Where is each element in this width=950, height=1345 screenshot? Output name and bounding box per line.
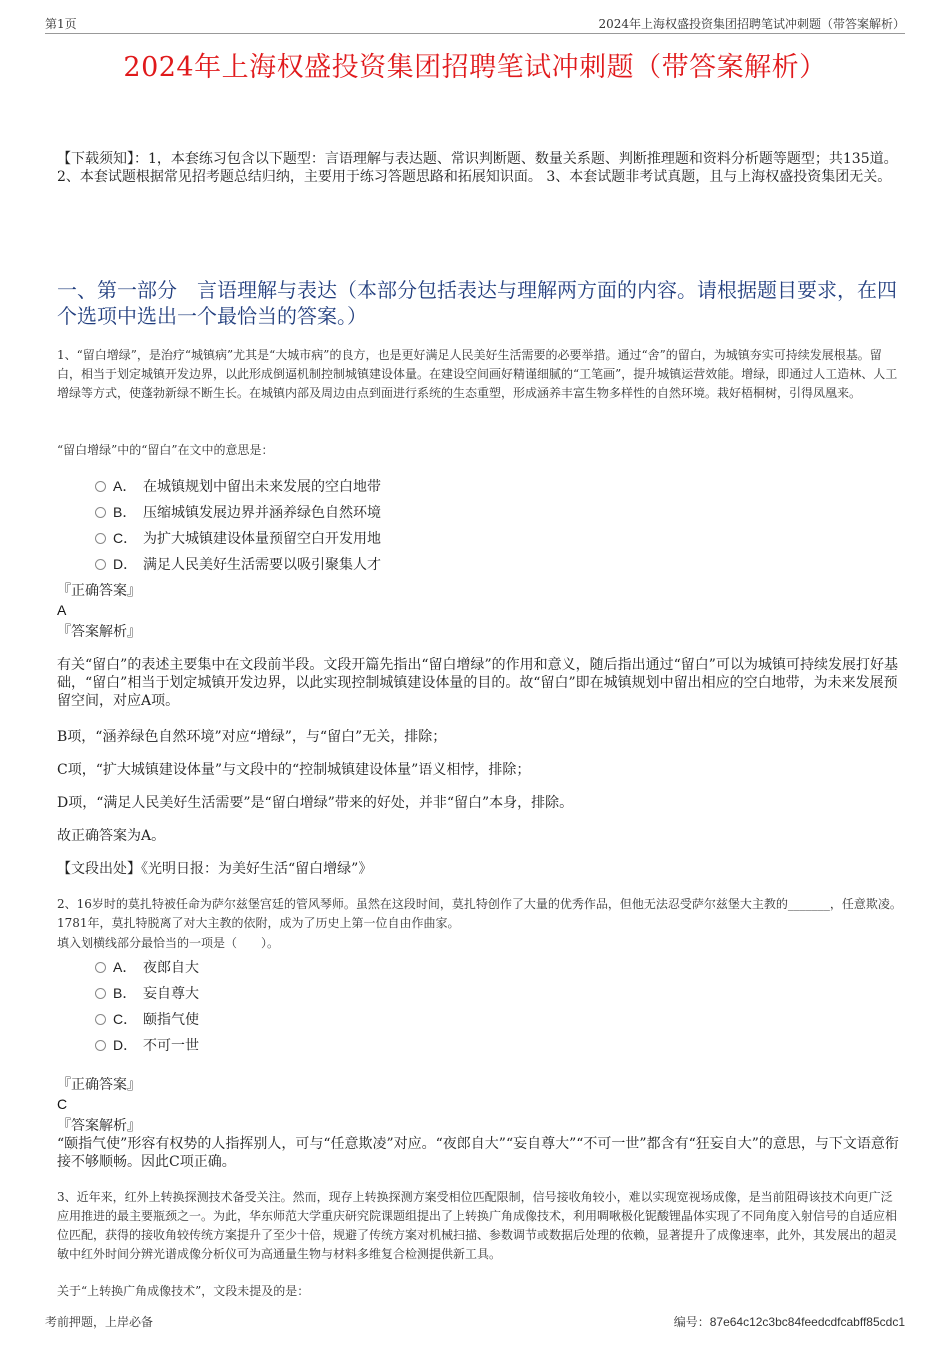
q2-option-c[interactable]: C． 颐指气使 xyxy=(95,1009,199,1029)
q1-option-b[interactable]: B． 压缩城镇发展边界并涵养绿色自然环境 xyxy=(95,502,381,522)
radio-icon[interactable] xyxy=(95,507,106,518)
page-number: 第1页 xyxy=(45,17,77,31)
q1-question: “留白增绿”中的“留白”在文中的意思是： xyxy=(57,443,274,457)
q1-answer: A xyxy=(57,602,67,618)
q2-answer: C xyxy=(57,1096,68,1112)
q1-analysis-conclusion: 故正确答案为A。 xyxy=(57,828,166,844)
q1-analysis-b: B项，“涵养绿色自然环境”对应“增绿”，与“留白”无关，排除； xyxy=(57,729,447,745)
q1-passage: 1、“留白增绿”，是治疗“城镇病”尤其是“大城市病”的良方，也是更好满足人民美好生活需要的必要举措。通过“舍”的留白，为城镇夯实可持续发展根基。留白，相当于划定城镇开发边界，以此形成倒逼机制控制城镇建设体量。在建设空间画好精谨细腻的“工笔画”，提升城镇运营效能。增绿，即通过人工造林、人工增绿等方式，使蓬勃新绿不断生长。在城镇内部及周边由点到面进行系统的生态重塑，形成涵养丰富生物多样性的自然环境。栽好梧桐树，引得凤凰来。 xyxy=(57,348,898,400)
q1-analysis-c: C项，“扩大城镇建设体量”与文段中的“控制城镇建设体量”语义相悖，排除； xyxy=(57,762,531,778)
page-title: 2024年上海权盛投资集团招聘笔试冲刺题（带答案解析） xyxy=(123,52,827,83)
q1-analysis-d: D项，“满足人民美好生活需要”是“留白增绿”带来的好处，并非“留白”本身，排除。 xyxy=(57,795,574,811)
radio-icon[interactable] xyxy=(95,988,106,999)
radio-icon[interactable] xyxy=(95,559,106,570)
q2-option-a[interactable]: A． 夜郎自大 xyxy=(95,957,199,977)
download-notice: 【下载须知】：1，本套练习包含以下题型：言语理解与表达题、常识判断题、数量关系题、判断推理题和资料分析题等题型；共135道。 2、本套试题根据常见招考题总结归纳，主要用于练习答题思路和拓展知识面。 3、本套试题非考试真题，且与上海权盛投资集团无关。 xyxy=(57,151,898,185)
radio-icon[interactable] xyxy=(95,962,106,973)
q1-answer-label: 『正确答案』 xyxy=(57,583,141,599)
q1-analysis-main: 有关“留白”的表述主要集中在文段前半段。文段开篇先指出“留白增绿”的作用和意义，随后指出通过“留白”可以为城镇可持续发展打好基础，“留白”相当于划定城镇开发边界，以此实现控制城镇建设体量的目的。故“留白”即在城镇规划中留出相应的空白地带，为未来发展预留空间，对应A项。 xyxy=(57,657,898,709)
q2-analysis-label: 『答案解析』 xyxy=(57,1118,141,1134)
q1-option-a[interactable]: A． 在城镇规划中留出未来发展的空白地带 xyxy=(95,476,381,496)
header-doc-title: 2024年上海权盛投资集团招聘笔试冲刺题（带答案解析） xyxy=(598,17,905,31)
q1-option-c[interactable]: C． 为扩大城镇建设体量预留空白开发用地 xyxy=(95,528,381,548)
q2-answer-label: 『正确答案』 xyxy=(57,1077,141,1093)
q2-passage: 2、16岁时的莫扎特被任命为萨尔兹堡宫廷的管风琴师。虽然在这段时间，莫扎特创作了大量的优秀作品，但他无法忍受萨尔兹堡大主教的_______，任意欺凌。1781年，莫扎特脱离了对大主教的依附，成为了历史上第一位自由作曲家。 xyxy=(57,897,902,930)
q1-analysis-label: 『答案解析』 xyxy=(57,624,141,640)
q3-question: 关于“上转换广角成像技术”，文段未提及的是： xyxy=(57,1284,310,1298)
q1-option-d[interactable]: D． 满足人民美好生活需要以吸引聚集人才 xyxy=(95,554,381,574)
footer-slogan: 考前押题，上岸必备 xyxy=(45,1315,154,1329)
q3-passage: 3、近年来，红外上转换探测技术备受关注。然而，现存上转换探测方案受相位匹配限制，信号接收角较小，难以实现宽视场成像，是当前阻碍该技术向更广泛应用推进的最主要瓶颈之一。为此，华东师范大学重庆研究院课题组提出了上转换广角成像技术，利用啁啾极化铌酸锂晶体实现了不同角度入射信号的自适应相位匹配，获得的接收角较传统方案提升了至少十倍，规避了传统方案对机械扫描、参数调节或数据后处理的依赖，显著提升了成像速率，此外，其发展出的超灵敏中红外时间分辨光谱成像分析仪可为高通量生物与材料多维复合检测提供新工具。 xyxy=(57,1190,898,1261)
q1-source: 【文段出处】《光明日报：为美好生活“留白增绿”》 xyxy=(57,861,373,877)
q2-analysis: “颐指气使”形容有权势的人指挥别人，可与“任意欺凌”对应。“夜郎自大”“妄自尊大”“不可一世”都含有“狂妄自大”的意思，与下文语意衔接不够顺畅。因此C项正确。 xyxy=(57,1136,899,1170)
page-header xyxy=(45,15,905,34)
q2-option-b[interactable]: B． 妄自尊大 xyxy=(95,983,199,1003)
section-heading: 一、第一部分 言语理解与表达（本部分包括表达与理解两方面的内容。请根据题目要求，在四个选项中选出一个最恰当的答案。） xyxy=(57,278,897,328)
q2-option-d[interactable]: D． 不可一世 xyxy=(95,1035,199,1055)
radio-icon[interactable] xyxy=(95,481,106,492)
footer-code: 编号：87e64c12c3bc84feedcdfcabff85cdc1 xyxy=(673,1315,905,1329)
radio-icon[interactable] xyxy=(95,1040,106,1051)
q2-question: 填入划横线部分最恰当的一项是（ ）。 xyxy=(57,936,280,950)
radio-icon[interactable] xyxy=(95,533,106,544)
radio-icon[interactable] xyxy=(95,1014,106,1025)
